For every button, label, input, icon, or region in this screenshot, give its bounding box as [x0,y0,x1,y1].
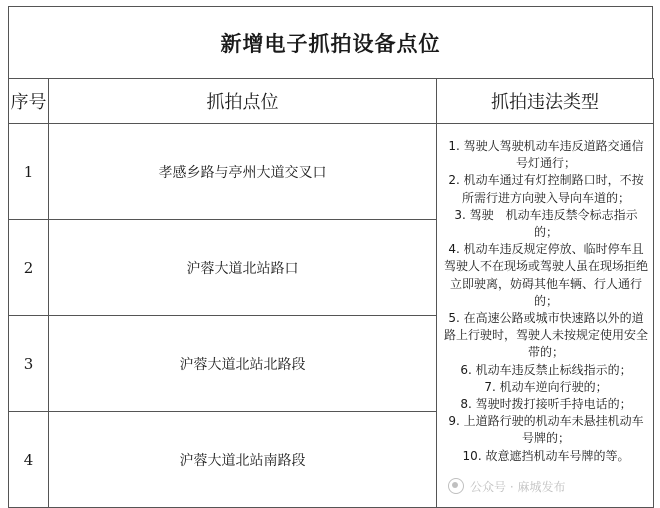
row-location: 沪蓉大道北站北路段 [49,316,437,412]
violation-item: 9. 上道路行驶的机动车未悬挂机动车号牌的； [448,414,644,446]
violation-item: 5. 在高速公路或城市快速路以外的道路上行驶时，驾驶人未按规定使用安全带的； [443,311,648,360]
violation-item: 7. 机动车逆向行驶的； [484,379,608,394]
violation-item: 10. 故意遮挡机动车号牌的等。 [462,448,630,463]
violation-item: 8. 驾驶时拨打接听手持电话的； [460,397,632,412]
table-header-row [9,79,654,124]
violation-item: 3. 驾驶 机动车违反禁令标志指示的； [454,207,638,240]
wechat-official-account-icon [448,478,464,494]
row-location: 孝感乡路与亭州大道交叉口 [49,124,437,220]
row-location: 沪蓉大道北站路口 [49,220,437,316]
violation-item: 2. 机动车通过有灯控制路口时，不按所需行进方向驶入导向车道的； [448,173,644,205]
violation-item: 4. 机动车违反规定停放、临时停车且驾驶人不在现场或驾驶人虽在现场拒绝立即驶离，妨碍其他车辆、行人通行的； [443,242,648,308]
watermark [448,476,565,496]
violation-item: 1. 驾驶人驾驶机动车违反道路交通信号灯通行； [448,139,644,171]
document-title: 新增电子抓拍设备点位 [8,6,653,78]
camera-locations-table [8,78,654,508]
row-index: 3 [9,316,49,412]
header-location: 抓拍点位 [49,79,437,124]
row-index: 1 [9,124,49,220]
watermark-text: 公众号 · 麻城发布 [470,479,566,494]
violation-item: 6. 机动车违反禁止标线指示的； [460,362,632,377]
row-location: 沪蓉大道北站南路段 [49,412,437,508]
table-row [9,124,654,220]
violation-types-cell [437,124,654,508]
header-violation-types: 抓拍违法类型 [437,79,654,124]
row-index: 2 [9,220,49,316]
header-index: 序号 [9,79,49,124]
row-index: 4 [9,412,49,508]
